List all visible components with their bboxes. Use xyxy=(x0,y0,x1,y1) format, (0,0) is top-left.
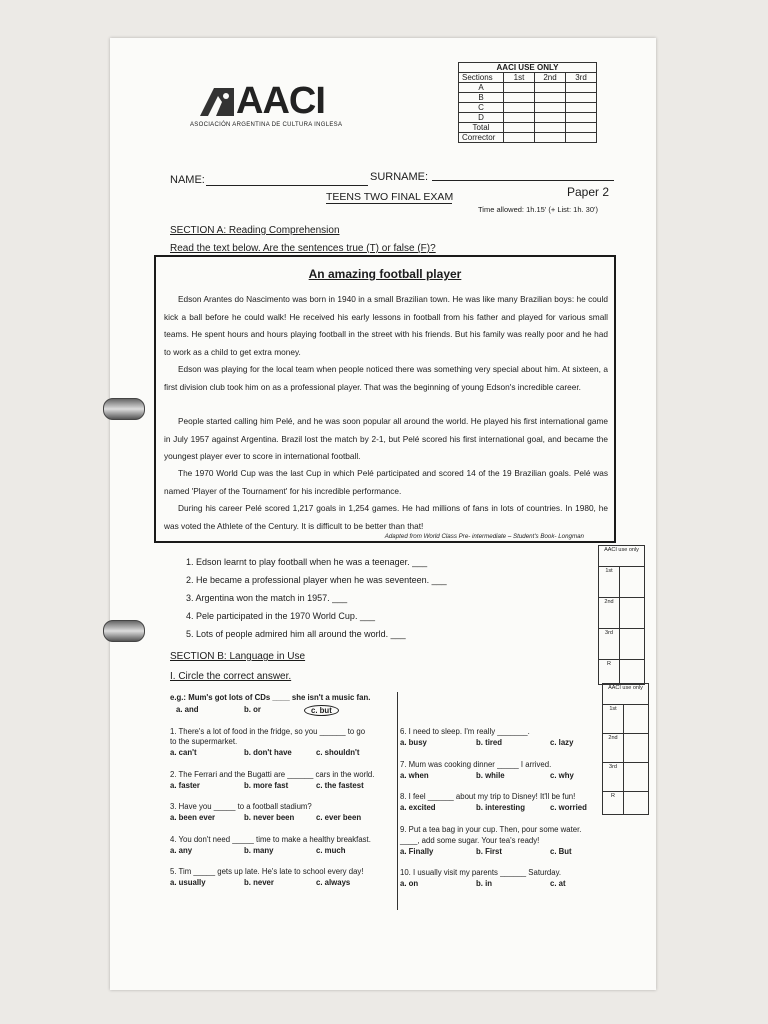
q6-option-c[interactable]: c. lazy xyxy=(550,738,574,747)
section-a-instruction: Read the text below. Are the sentences true (T) or false (F)? xyxy=(170,243,436,254)
logo-subtitle: ASOCIACIÓN ARGENTINA DE CULTURA INGLESA xyxy=(190,122,343,128)
section-a-heading: SECTION A: Reading Comprehension xyxy=(170,225,340,236)
q7-option-c[interactable]: c. why xyxy=(550,771,574,780)
question-5: 5. Tim _____ gets up late. He's late to school every day! xyxy=(170,867,364,876)
q10-option-a[interactable]: a. on xyxy=(400,879,419,888)
col-sections: Sections xyxy=(459,73,504,83)
q4-option-a[interactable]: a. any xyxy=(170,846,193,855)
q5-option-a[interactable]: a. usually xyxy=(170,878,206,887)
binder-ring xyxy=(103,398,145,420)
example-option-b: b. or xyxy=(244,705,261,714)
name-label: NAME: xyxy=(170,174,205,186)
q8-option-c[interactable]: c. worried xyxy=(550,803,587,812)
statement-5[interactable]: 5. Lots of people admired him all around the world. ___ xyxy=(186,629,406,639)
box-b-row-3rd: 3rd xyxy=(603,763,624,792)
question-10: 10. I usually visit my parents ______ Saturday. xyxy=(400,868,562,877)
example-question: e.g.: Mum's got lots of CDs ____ she isn't a music fan. xyxy=(170,693,371,702)
q1-option-c[interactable]: c. shouldn't xyxy=(316,748,360,757)
q9-option-b[interactable]: b. First xyxy=(476,847,502,856)
aaci-box-b-title: AACI use only xyxy=(603,684,649,705)
q2-option-c[interactable]: c. the fastest xyxy=(316,781,364,790)
surname-label: SURNAME: xyxy=(370,171,429,183)
question-4: 4. You don't need _____ time to make a healthy breakfast. xyxy=(170,835,371,844)
section-b-instruction: I. Circle the correct answer. xyxy=(170,671,292,682)
col-2nd: 2nd xyxy=(535,73,566,83)
statement-4[interactable]: 4. Pele participated in the 1970 World Cup. ___ xyxy=(186,611,375,621)
example-option-c-circled: c. but xyxy=(304,705,339,716)
aaci-logo-icon xyxy=(200,88,234,116)
aaci-use-box-b xyxy=(602,683,649,815)
reading-text-box xyxy=(154,255,616,543)
column-divider xyxy=(397,692,398,910)
row-b: B xyxy=(459,93,504,103)
q9-option-a[interactable]: a. Finally xyxy=(400,847,434,856)
paragraph-3: People started calling him Pelé, and he was soon popular all around the world. He played his first international game in July 1957 against Argentina. Brazil lost the match by 2-1, but Pelé scored his first international goal, and became the youngest player ever to score in international football. xyxy=(164,416,608,461)
example-option-a: a. and xyxy=(176,705,199,714)
logo-text: AACI xyxy=(236,80,325,122)
q10-option-c[interactable]: c. at xyxy=(550,879,566,888)
exam-title: TEENS TWO FINAL EXAM xyxy=(326,191,454,203)
q1-option-b[interactable]: b. don't have xyxy=(244,748,292,757)
row-total: Total xyxy=(459,123,504,133)
box-b-row-2nd: 2nd xyxy=(603,734,624,763)
box-row-r: R xyxy=(599,660,620,685)
section-b-heading: SECTION B: Language in Use xyxy=(170,651,306,662)
paragraph-4: The 1970 World Cup was the last Cup in which Pelé participated and scored 14 of the 19 Brazilian goals. Pelé was named 'Player of the Tournament' for his incredible performance. xyxy=(164,468,608,496)
statement-3[interactable]: 3. Argentina won the match in 1957. ___ xyxy=(186,593,348,603)
q4-option-b[interactable]: b. many xyxy=(244,846,274,855)
question-7: 7. Mum was cooking dinner _____ I arrived. xyxy=(400,760,552,769)
q5-option-b[interactable]: b. never xyxy=(244,878,274,887)
row-a: A xyxy=(459,83,504,93)
q9-option-c[interactable]: c. But xyxy=(550,847,572,856)
aaci-use-table xyxy=(458,62,597,143)
question-3: 3. Have you _____ to a football stadium? xyxy=(170,802,312,811)
question-6: 6. I need to sleep. I'm really _______. xyxy=(400,727,530,736)
reading-title: An amazing football player xyxy=(308,267,462,281)
box-row-2nd: 2nd xyxy=(599,598,620,629)
q8-option-a[interactable]: a. excited xyxy=(400,803,436,812)
row-c: C xyxy=(459,103,504,113)
question-1-cont: to the supermarket. xyxy=(170,737,238,746)
q8-option-b[interactable]: b. interesting xyxy=(476,803,525,812)
statement-2[interactable]: 2. He became a professional player when he was seventeen. ___ xyxy=(186,575,447,585)
binder-ring xyxy=(103,620,145,642)
question-9-cont: ____, add some sugar. Your tea's ready! xyxy=(400,836,540,845)
box-b-row-r: R xyxy=(603,792,624,815)
q3-option-c[interactable]: c. ever been xyxy=(316,813,362,822)
name-field[interactable] xyxy=(206,185,368,186)
aaci-table-title: AACI USE ONLY xyxy=(459,63,597,73)
q3-option-b[interactable]: b. never been xyxy=(244,813,295,822)
q10-option-b[interactable]: b. in xyxy=(476,879,493,888)
q7-option-a[interactable]: a. when xyxy=(400,771,429,780)
q6-option-b[interactable]: b. tired xyxy=(476,738,502,747)
q4-option-c[interactable]: c. much xyxy=(316,846,346,855)
question-9: 9. Put a tea bag in your cup. Then, pour some water. xyxy=(400,825,582,834)
row-corrector: Corrector xyxy=(459,133,504,143)
q3-option-a[interactable]: a. been ever xyxy=(170,813,216,822)
row-d: D xyxy=(459,113,504,123)
aaci-use-box-a xyxy=(598,545,645,685)
aaci-box-title: AACI use only xyxy=(599,546,645,567)
question-8: 8. I feel ______ about my trip to Disney! It'll be fun! xyxy=(400,792,576,801)
time-allowed: Time allowed: 1h.15' (+ List: 1h. 30') xyxy=(478,205,598,214)
statement-1[interactable]: 1. Edson learnt to play football when he was a teenager. ___ xyxy=(186,557,428,567)
q5-option-c[interactable]: c. always xyxy=(316,878,351,887)
col-1st: 1st xyxy=(504,73,535,83)
paragraph-2: Edson was playing for the local team when people noticed there was something very special about him. At sixteen, a first division club took him on as a professional player. That was the beginning of young Edson's incredible career. xyxy=(164,364,608,392)
paragraph-5: During his career Pelé scored 1,217 goals in 1,254 games. He had millions of fans in lots of countries. In 1980, he was voted the Athlete of the Century. It is difficult to be better than that! xyxy=(164,503,608,531)
box-row-3rd: 3rd xyxy=(599,629,620,660)
q2-option-b[interactable]: b. more fast xyxy=(244,781,289,790)
col-3rd: 3rd xyxy=(566,73,597,83)
q6-option-a[interactable]: a. busy xyxy=(400,738,427,747)
q2-option-a[interactable]: a. faster xyxy=(170,781,200,790)
box-b-row-1st: 1st xyxy=(603,705,624,734)
q1-option-a[interactable]: a. can't xyxy=(170,748,197,757)
box-row-1st: 1st xyxy=(599,567,620,598)
paper-number: Paper 2 xyxy=(567,185,610,199)
q7-option-b[interactable]: b. while xyxy=(476,771,505,780)
paragraph-1: Edson Arantes do Nascimento was born in 1940 in a small Brazilian town. He was like many Brazilian boys: he could kick a ball before he could walk! He received his early lessons in football from his father and played for various small teams. He spent hours and hours playing football in the street with his friends. But his family was really poor and he had to work as a child to get extra money. xyxy=(164,294,608,357)
question-1: 1. There's a lot of food in the fridge, so you ______ to go xyxy=(170,727,366,736)
text-source: Adapted from World Class Pre- intermediate – Student's Book- Longman xyxy=(384,533,584,540)
title-underline xyxy=(326,203,452,204)
surname-field[interactable] xyxy=(432,180,614,181)
question-2: 2. The Ferrari and the Bugatti are ______ cars in the world. xyxy=(170,770,375,779)
